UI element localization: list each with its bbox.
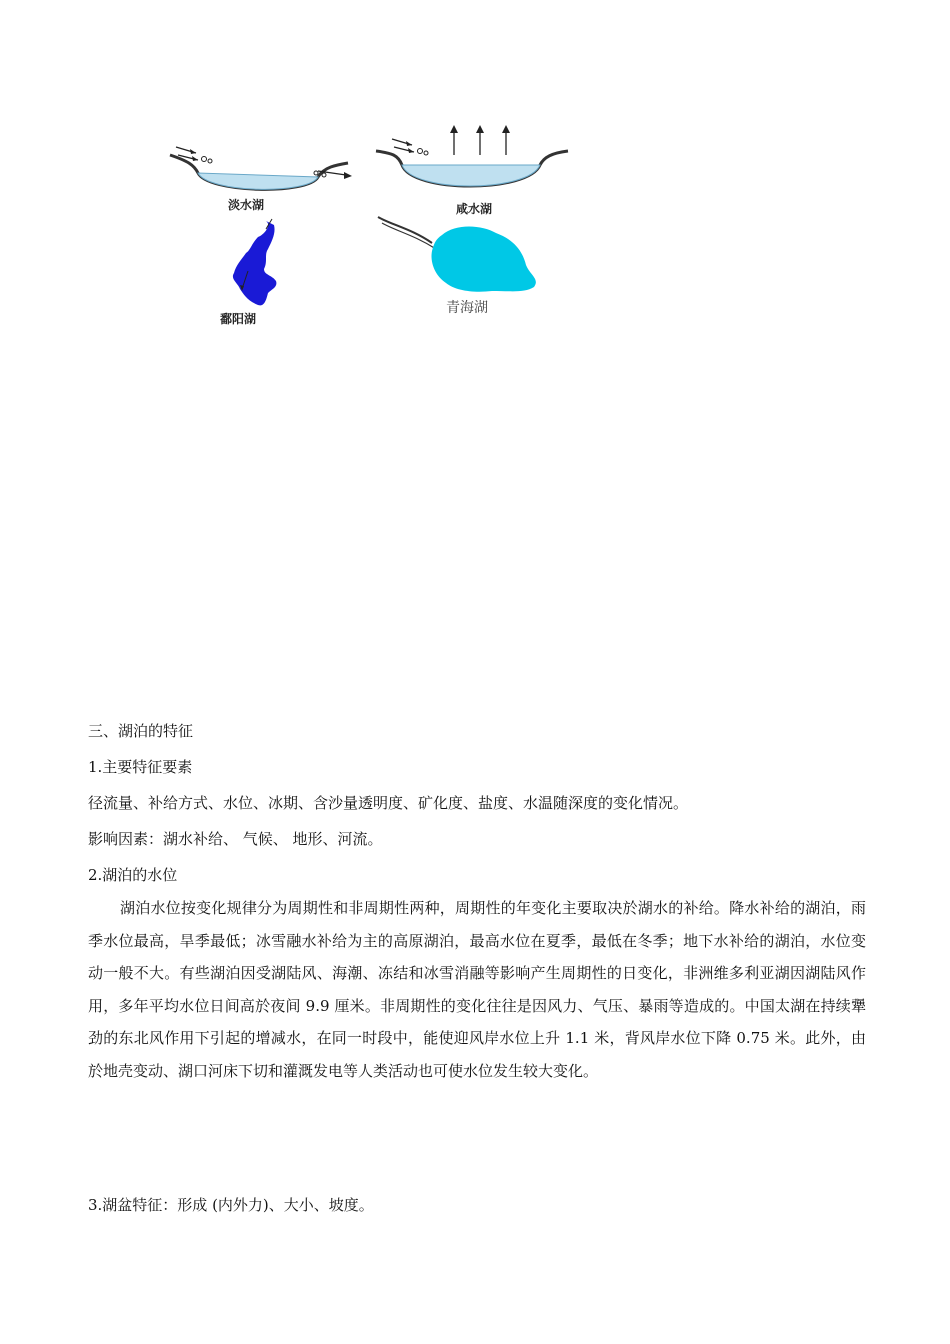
item1-title: 1.主要特征要素 (88, 758, 193, 776)
item3-title: 3.湖盆特征：形成 (内外力)、大小、坡度。 (88, 1196, 374, 1214)
item1-factors: 影响因素：湖水补给、 气候、 地形、河流。 (88, 830, 383, 848)
freshwater-panel (168, 125, 358, 337)
saltwater-panel (372, 115, 570, 337)
poyang-lake-shape (233, 221, 277, 305)
poyang-lake-label: 鄱阳湖 (220, 312, 257, 326)
qinghai-lake-label: 青海湖 (446, 300, 488, 316)
item2-title: 2.湖泊的水位 (88, 866, 178, 884)
saltwater-lake-label: 咸水湖 (456, 202, 493, 216)
qinghai-lake-shape (432, 227, 536, 292)
section-heading: 三、湖泊的特征 (88, 722, 194, 740)
lake-types-figure (168, 115, 570, 337)
freshwater-lake-diagram (168, 125, 358, 337)
freshwater-lake-label: 淡水湖 (228, 198, 265, 212)
item1-body: 径流量、补给方式、水位、冰期、含沙量透明度、矿化度、盐度、水温随深度的变化情况。 (88, 794, 689, 812)
item2-paragraph: 湖泊水位按变化规律分为周期性和非周期性两种，周期性的年变化主要取决於湖水的补给。降水补给的湖泊，雨季水位最高，旱季最低；冰雪融水补给为主的高原湖泊，最高水位在夏季，最低在冬季；地下水补给的湖泊，水位变动一般不大。有些湖泊因受湖陆风、海潮、冻结和冰雪消融等影响产生周期性的日变化，非洲维多利亚湖因湖陆风作用，多年平均水位日间高於夜间 9.9 厘米。非周期性的变化往往是因风力、气压、暴雨等造成的。中国太湖在持续犟劲的东北风作用下引起的增减水，在同一时段中，能使迎风岸水位上升 1.1 米，背风岸水位下降 0.75 米。此外，由於地壳变动、湖口河床下切和灌溉发电等人类活动也可使水位发生较大变化。 (88, 899, 866, 1080)
